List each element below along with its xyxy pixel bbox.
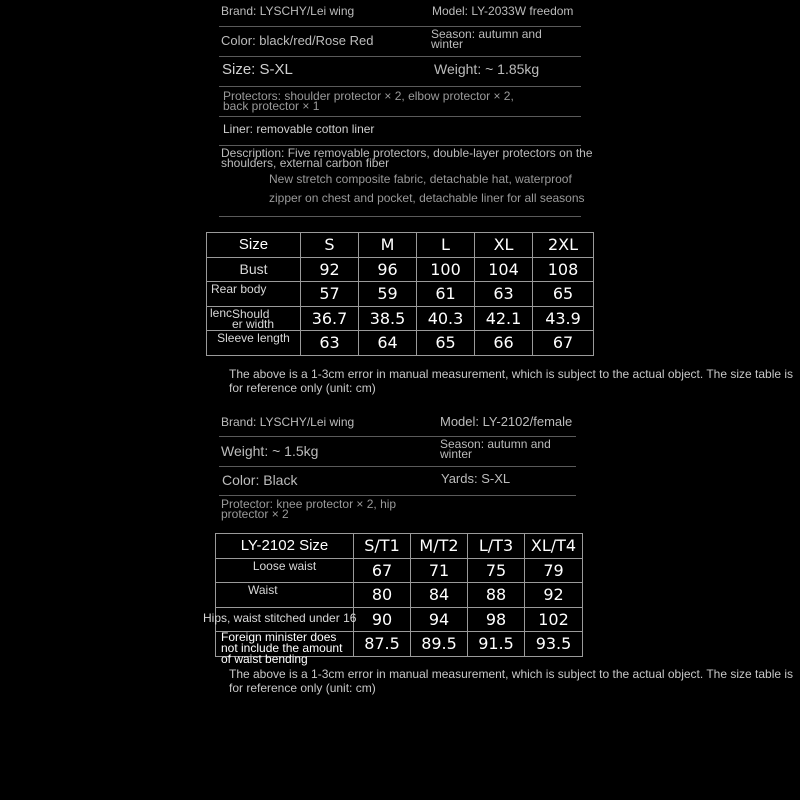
table-header-cell: L bbox=[417, 233, 475, 258]
table-row bbox=[207, 306, 594, 331]
table-cell: 66 bbox=[475, 331, 533, 356]
divider bbox=[219, 86, 581, 87]
table-cell: 67 bbox=[354, 558, 411, 583]
table-header-cell: S bbox=[301, 233, 359, 258]
table-cell: 63 bbox=[301, 331, 359, 356]
table-cell: 64 bbox=[359, 331, 417, 356]
table-cell: 71 bbox=[411, 558, 468, 583]
table-row bbox=[216, 558, 583, 583]
protector-text-2: Protector: knee protector × 2, hip protector × 2 bbox=[221, 497, 397, 521]
table-header-cell: 2XL bbox=[533, 233, 594, 258]
row-label: Sleeve length bbox=[207, 331, 301, 356]
table-cell: 65 bbox=[533, 282, 594, 307]
table-header-row bbox=[207, 233, 594, 258]
weight-text-2: Weight: ~ 1.5kg bbox=[221, 443, 319, 459]
table-cell: 67 bbox=[533, 331, 594, 356]
protectors-text-1: Protectors: shoulder protector × 2, elbow protector × 2, back protector × 1 bbox=[223, 89, 514, 113]
model-text-1: Model: LY-2033W freedom bbox=[432, 4, 574, 18]
row-label: Bust bbox=[207, 257, 301, 282]
table-cell: 108 bbox=[533, 257, 594, 282]
table-cell: 93.5 bbox=[525, 632, 583, 657]
table-cell: 38.5 bbox=[359, 306, 417, 331]
description-text-1: Description: Five removable protectors, double-layer protectors on the shoulders, external carbon fiber bbox=[221, 146, 593, 170]
table-cell: 100 bbox=[417, 257, 475, 282]
divider bbox=[219, 56, 581, 57]
table-header-cell: M bbox=[359, 233, 417, 258]
measurement-note-2: The above is a 1-3cm error in manual measurement, which is subject to the actual object. The size table is for reference only (unit: cm) bbox=[229, 667, 794, 695]
table-cell: 90 bbox=[354, 607, 411, 632]
color-text-1: Color: black/red/Rose Red bbox=[221, 33, 374, 48]
table-cell: 80 bbox=[354, 583, 411, 608]
table-cell: 94 bbox=[411, 607, 468, 632]
brand-text-2: Brand: LYSCHY/Lei wing bbox=[221, 415, 355, 429]
table-header-cell: M/T2 bbox=[411, 534, 468, 559]
divider bbox=[219, 495, 576, 496]
table-cell: 89.5 bbox=[411, 632, 468, 657]
color-text-2: Color: Black bbox=[222, 472, 298, 488]
description-detail-1: New stretch composite fabric, detachable hat, waterproof zipper on chest and pocket, detachable liner for all seasons bbox=[269, 172, 585, 205]
liner-text-1: Liner: removable cotton liner bbox=[223, 122, 375, 136]
divider bbox=[219, 216, 581, 217]
divider bbox=[219, 466, 576, 467]
table-cell: 92 bbox=[525, 583, 583, 608]
table-cell: 92 bbox=[301, 257, 359, 282]
table-row bbox=[216, 632, 583, 657]
table-cell: 98 bbox=[468, 607, 525, 632]
table-cell: 84 bbox=[411, 583, 468, 608]
table-cell: 104 bbox=[475, 257, 533, 282]
measurement-note-1: The above is a 1-3cm error in manual measurement, which is subject to the actual object. The size table is for reference only (unit: cm) bbox=[229, 367, 794, 395]
table-cell: 42.1 bbox=[475, 306, 533, 331]
table-cell: 59 bbox=[359, 282, 417, 307]
weight-text-1: Weight: ~ 1.85kg bbox=[434, 61, 540, 77]
row-label: Loose waist bbox=[216, 558, 354, 583]
row-label: lenc Should er width bbox=[207, 306, 301, 331]
table-header-cell: L/T3 bbox=[468, 534, 525, 559]
table-header-cell: XL bbox=[475, 233, 533, 258]
row-label: Hips, waist stitched under 16 bbox=[216, 607, 354, 632]
table-cell: 63 bbox=[475, 282, 533, 307]
table-row bbox=[207, 331, 594, 356]
table-cell: 79 bbox=[525, 558, 583, 583]
table-cell: 43.9 bbox=[533, 306, 594, 331]
table-cell: 91.5 bbox=[468, 632, 525, 657]
table-cell: 87.5 bbox=[354, 632, 411, 657]
table-header-cell: LY-2102 Size bbox=[216, 534, 354, 559]
table-cell: 61 bbox=[417, 282, 475, 307]
yards-text-2: Yards: S-XL bbox=[441, 471, 511, 486]
table-header-cell: Size bbox=[207, 233, 301, 258]
table-cell: 65 bbox=[417, 331, 475, 356]
row-label: Waist bbox=[216, 583, 354, 608]
size-text-1: Size: S-XL bbox=[222, 61, 293, 78]
table-cell: 40.3 bbox=[417, 306, 475, 331]
table-header-row bbox=[216, 534, 583, 559]
row-label: Rear body bbox=[207, 282, 301, 307]
table-row bbox=[216, 583, 583, 608]
table-cell: 102 bbox=[525, 607, 583, 632]
size-table-2 bbox=[203, 533, 583, 666]
table-header-cell: XL/T4 bbox=[525, 534, 583, 559]
size-table-1 bbox=[206, 232, 594, 356]
table-row bbox=[207, 257, 594, 282]
table-row bbox=[207, 282, 594, 307]
divider bbox=[219, 116, 581, 117]
brand-text-1: Brand: LYSCHY/Lei wing bbox=[221, 4, 355, 18]
table-header-cell: S/T1 bbox=[354, 534, 411, 559]
table-cell: 36.7 bbox=[301, 306, 359, 331]
table-cell: 96 bbox=[359, 257, 417, 282]
table-cell: 88 bbox=[468, 583, 525, 608]
row-label: Foreign minister does not include the amount of waist bending bbox=[216, 632, 354, 657]
season-text-1: Season: autumn and winter bbox=[431, 27, 542, 51]
table-cell: 75 bbox=[468, 558, 525, 583]
table-row bbox=[216, 607, 583, 632]
model-text-2: Model: LY-2102/female bbox=[440, 414, 573, 429]
season-text-2: Season: autumn and winter bbox=[440, 437, 551, 461]
table-cell: 57 bbox=[301, 282, 359, 307]
